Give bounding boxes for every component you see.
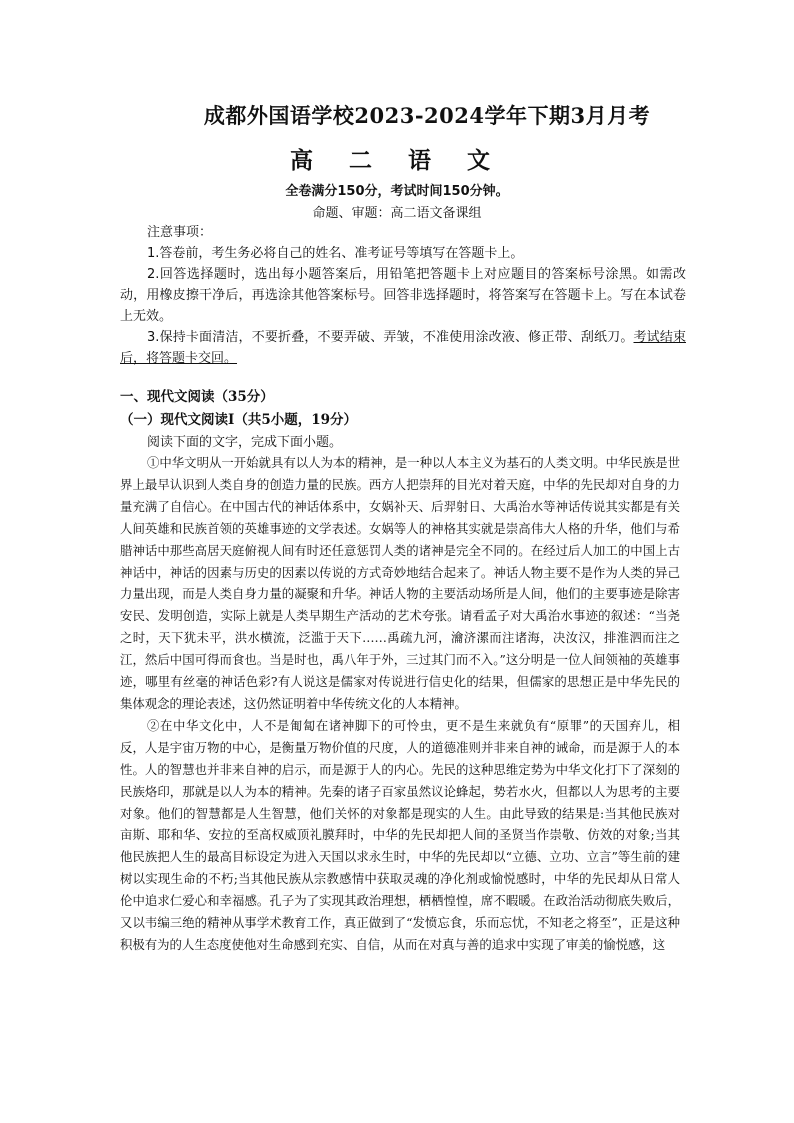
passage-paragraph-1: ①中华文明从一开始就具有以人为本的精神，是一种以人本主义为基石的人类文明。中华民族是世界上最早认识到人类自身的创造力量的民族。西方人把崇拜的目光对着天庭，中华的先民却对自身的力量充满了自信心。在中国古代的神话体系中，女娲补天、后羿射日、大禹治水等神话传说其实都是有关人间英雄和民族首领的英雄事迹的文学表述。女娲等人的神格其实就是崇高伟大人格的升华，他们与希腊神话中那些高居天庭俯视人间有时还任意惩罚人类的诸神是完全不同的。在经过后人加工的中国上古神话中，神话的因素与历史的因素以传说的方式奇妙地结合起来了。神话人物主要不是作为人类的异己力量出现，而是人类自身力量的凝聚和升华。神话人物的主要活动场所是人间，他们的主要事迹是除害安民、发明创造，实际上就是人类早期生产活动的艺术夸张。请看孟子对大禹治水事迹的叙述：“当尧之时，天下犹未平，洪水横流，泛滥于天下……禹疏九河，瀹济漯而注诸海，决汝汉，排淮泗而注之江，然后中国可得而食也。当是时也，禹八年于外，三过其门而不入。”这分明是一位人间领袖的英雄事迹，哪里有丝毫的神话色彩?有人说这是儒家对传说进行信史化的结果，但儒家的思想正是中华先民的集体观念的理论表述，这仍然证明着中华传统文化的人本精神。: [120, 455, 680, 711]
notice-item-1: 1.答卷前，考生务必将自己的姓名、准考证号等填写在答题卡上。: [147, 246, 524, 261]
subject-title: 高 二 语 文: [289, 147, 505, 174]
notice-block: [120, 222, 686, 369]
reading-passage: [120, 452, 680, 956]
notice-item-3-text: 3.保持卡面清洁，不要折叠，不要弄破、弄皱，不准使用涂改液、修正带、刮纸刀。: [147, 330, 634, 345]
exam-info: 全卷满分150分，考试时间150分钟。: [285, 184, 509, 199]
notice-heading: 注意事项：: [147, 225, 213, 240]
notice-item-2: 2.回答选择题时，选出每小题答案后，用铅笔把答题卡上对应题目的答案标号涂黑。如需改动，用橡皮擦干净后，再选涂其他答案标号。回答非选择题时，将答案写在答题卡上。写在本试卷上无效。: [120, 267, 686, 324]
exam-title: 成都外国语学校2023-2024学年下期3月月考: [203, 103, 651, 128]
section-heading: 一、现代文阅读（35分）: [120, 389, 274, 405]
authors-line: 命题、审题：高二语文备课组: [312, 206, 482, 221]
notice-item-3-underlined: 考试结束后，将答题卡交回。: [120, 330, 686, 366]
passage-paragraph-2: ②在中华文化中，人不是匍匐在诸神脚下的可怜虫，更不是生来就负有“原罪”的天国弃儿，相反，人是宇宙万物的中心，是衡量万物价值的尺度，人的道德准则并非来自神的诫命，而是源于人的本性。人的智慧也并非来自神的启示，而是源于人的内心。先民的这种思维定势为中华文化打下了深刻的民族烙印，那就是以人为本的精神。先秦的诸子百家虽然议论蜂起，势若水火，但都以人为思考的主要对象。他们的智慧都是人生智慧，他们关怀的对象都是现实的人生。由此导致的结果是:当其他民族对亩斯、耶和华、安拉的至高权威顶礼膜拜时，中华的先民却把人间的圣贤当作崇敬、仿效的对象;当其他民族把人生的最高目标设定为进入天国以求永生时，中华的先民却以“立德、立功、立言”等生前的建树以实现生命的不朽;当其他民族从宗教感情中获取灵魂的净化剂或愉悦感时，中华的先民却从日常人伦中追求仁爱心和幸福感。孔子为了实现其政治理想，栖栖惶惶，席不暇暖。在政治活动彻底失败后，又以韦编三绝的精神从事学术教育工作，真正做到了“发愤忘食，乐而忘忧，不知老之将至”，正是这种积极有为的人生态度使他对生命感到充实、自信，从而在对真与善的追求中实现了审美的愉悦感，这: [120, 717, 680, 952]
reading-prompt: 阅读下面的文字，完成下面小题。: [147, 435, 343, 450]
notice-item-3: [120, 327, 686, 369]
subsection-heading: （一）现代文阅读Ⅰ（共5小题，19分）: [120, 412, 357, 428]
